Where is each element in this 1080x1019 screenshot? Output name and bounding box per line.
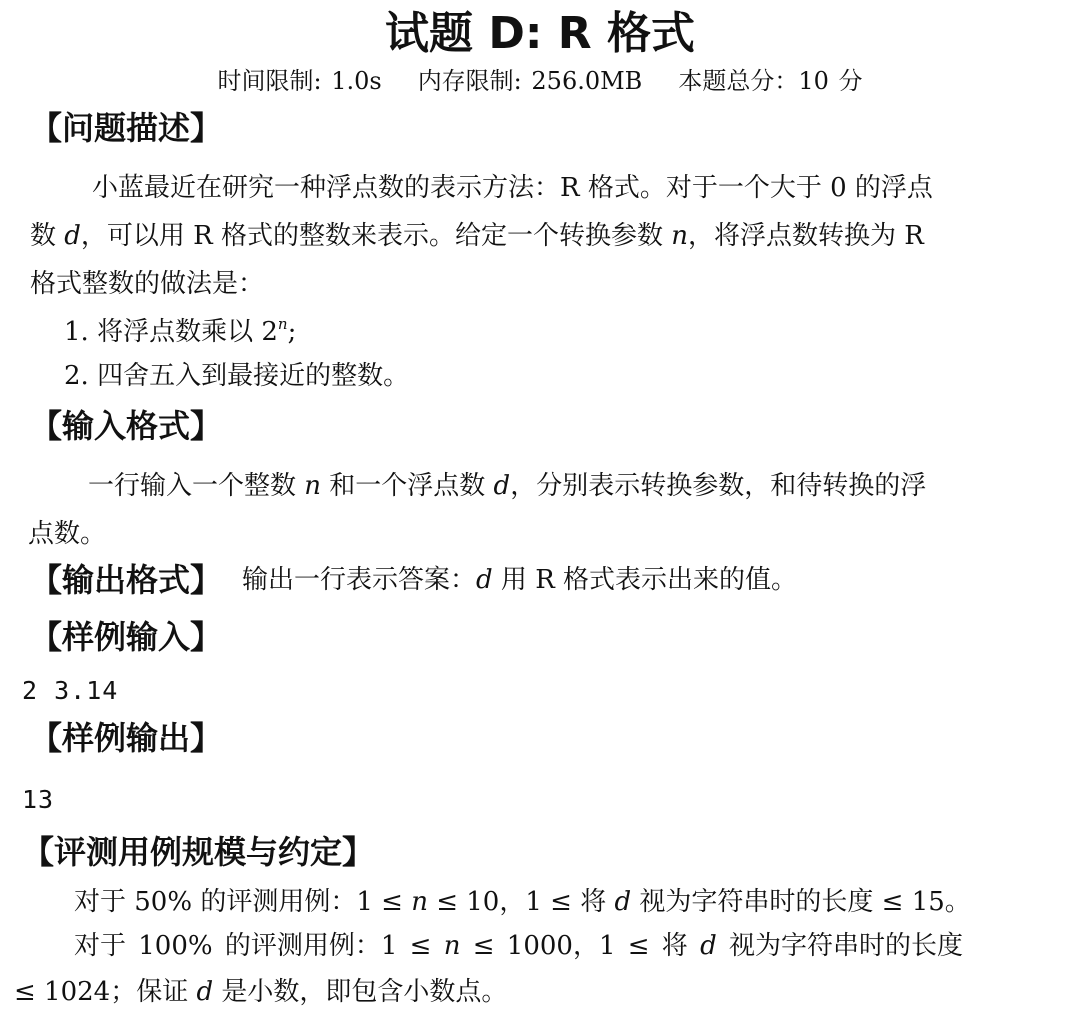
text-fragment: ，分别表示转换参数，和待转换的浮 [510,471,927,501]
text-fragment: 对于 100% 的评测用例：1 ≤ [74,931,444,961]
text-fragment: 1. 将浮点数乘以 2 [64,317,278,347]
text-fragment: 对于 50% 的评测用例：1 ≤ [74,887,412,917]
sample-output-value: 13 [22,785,55,814]
input-line-2: 点数。 [28,519,107,549]
output-description [242,556,797,604]
variable-d: d [196,977,214,1007]
description-line-2 [30,212,924,260]
variable-d: d [614,887,632,917]
text-fragment: ，将浮点数转换为 R [688,221,924,251]
description-step-1 [64,310,296,354]
variable-n: n [304,471,322,501]
text-fragment: 输出一行表示答案： [242,565,477,595]
variable-d: d [700,931,717,961]
text-fragment: ≤ 1024；保证 [14,977,197,1007]
text-fragment: 数 [30,221,65,251]
variable-n: n [443,931,461,961]
memory-limit: 内存限制: 256.0MB [417,67,643,95]
variable-d: d [476,565,493,595]
text-fragment: ≤ 10，1 ≤ 将 [427,887,615,917]
constraints-line-2 [74,922,963,970]
description-step-2: 2. 四舍五入到最接近的整数。 [64,361,410,391]
variable-d: d [493,471,511,501]
text-fragment: ，可以用 R 格式的整数来表示。给定一个转换参数 [80,221,672,251]
constraints-line-3 [14,968,507,1016]
description-heading: 【问题描述】 [30,109,223,147]
text-fragment: 和一个浮点数 [321,471,494,501]
total-score: 本题总分：10 分 [678,67,863,95]
text-fragment: 视为字符串时的长度 [716,931,963,961]
input-line-1 [88,462,926,510]
variable-n: n [411,887,428,917]
description-line-1: 小蓝最近在研究一种浮点数的表示方法：R 格式。对于一个大于 0 的浮点 [92,173,933,203]
text-fragment: ≤ 1000，1 ≤ 将 [460,931,701,961]
text-fragment: ; [287,317,297,347]
constraints-heading: 【评测用例规模与约定】 [22,833,375,871]
problem-title: 试题 D: R 格式 [385,8,695,59]
output-heading: 【输出格式】 [30,561,223,599]
description-line-3: 格式整数的做法是： [30,269,265,299]
sample-input-heading: 【样例输入】 [30,618,223,656]
problem-meta [0,64,1080,98]
text-fragment: 是小数，即包含小数点。 [213,977,508,1007]
sample-output-heading: 【样例输出】 [30,719,223,757]
time-limit: 时间限制: 1.0s [217,67,382,95]
variable-d: d [64,221,81,251]
text-fragment: 用 R 格式表示出来的值。 [492,565,798,595]
exponent-n: n [277,315,288,333]
text-fragment: 视为字符串时的长度 ≤ 15。 [631,887,971,917]
constraints-line-1 [74,878,971,926]
text-fragment: 一行输入一个整数 [88,471,305,501]
input-heading: 【输入格式】 [30,407,223,445]
variable-n: n [671,221,689,251]
sample-input-value: 2 3.14 [22,676,119,705]
